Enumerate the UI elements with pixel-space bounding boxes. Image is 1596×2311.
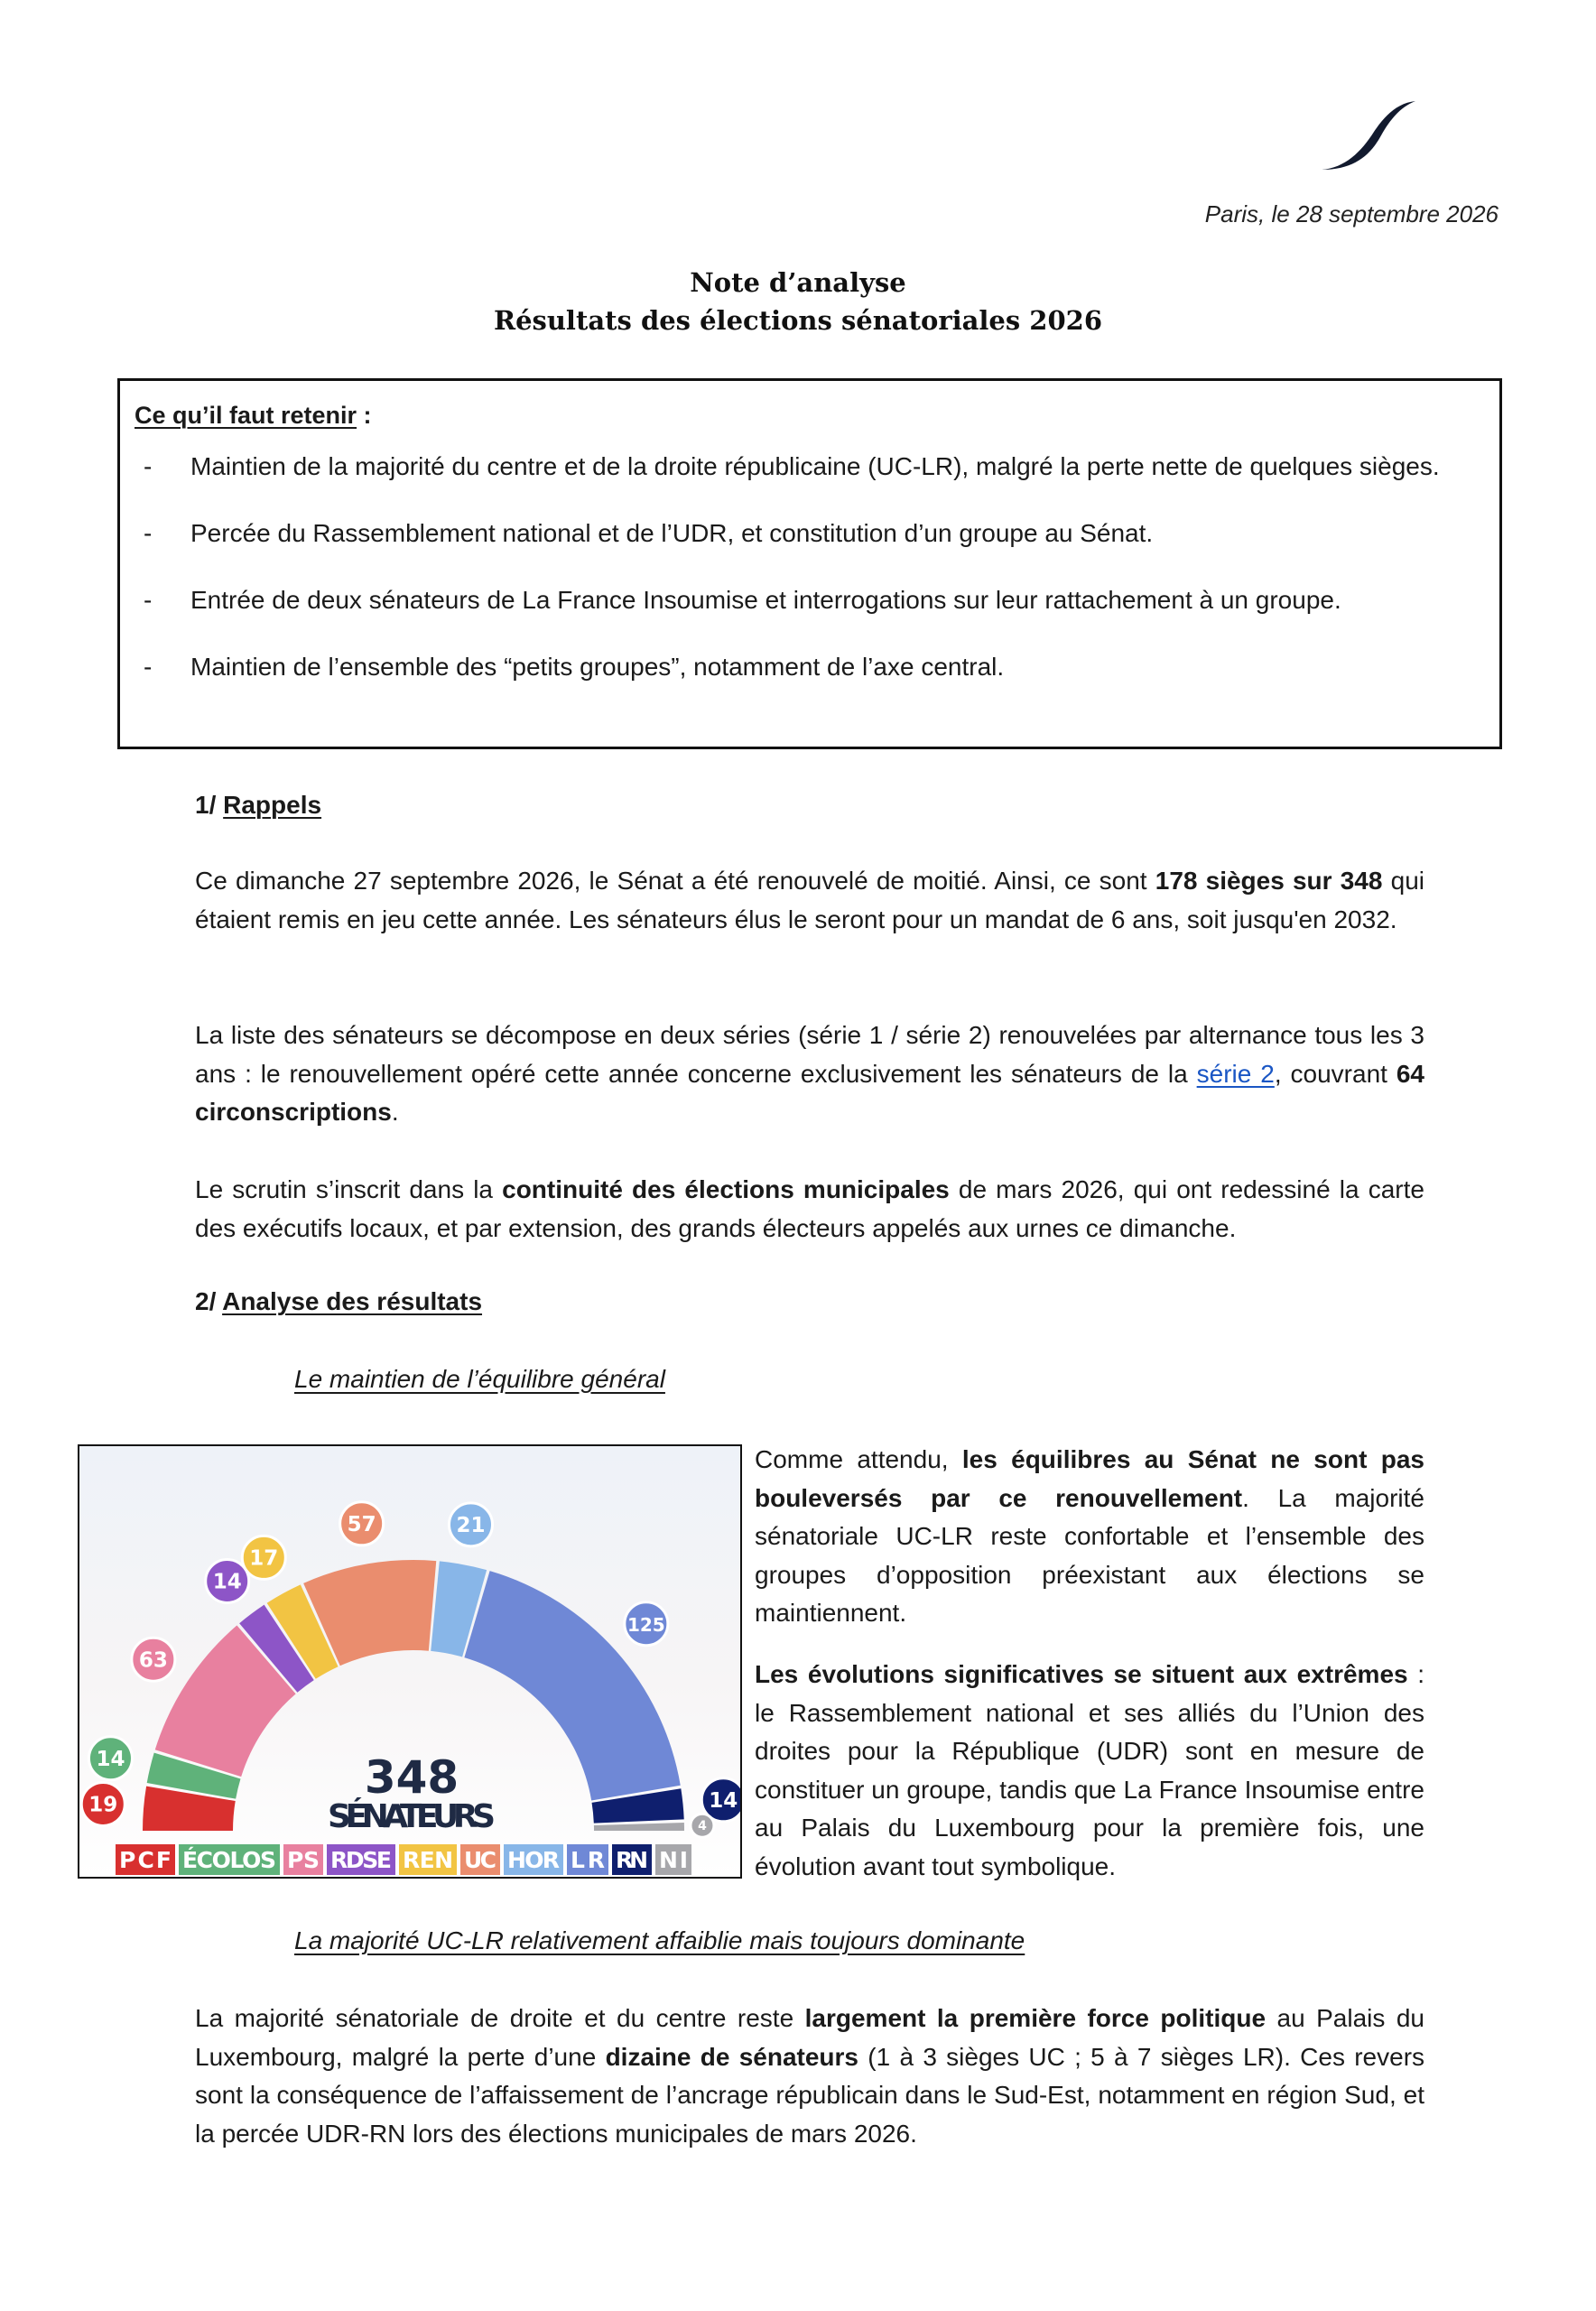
total-seats-number: 348 bbox=[364, 1751, 459, 1804]
serie-2-link[interactable]: série 2 bbox=[1196, 1059, 1275, 1088]
svg-text:17: 17 bbox=[249, 1546, 279, 1571]
legend-item-rn bbox=[612, 1844, 652, 1875]
key-point-item: - Maintien de l’ensemble des “petits groupes”, notamment de l’axe central. bbox=[144, 653, 1005, 681]
svg-text:PCF: PCF bbox=[119, 1847, 172, 1873]
svg-text:57: 57 bbox=[347, 1512, 376, 1536]
svg-text:PS: PS bbox=[287, 1847, 320, 1873]
svg-text:REN: REN bbox=[403, 1847, 453, 1873]
paragraph-rappels-2: La liste des sénateurs se décompose en deux séries (série 1 / série 2) renouvelées par alternance tous les 3 ans : le renouvellement opéré cette année concerne exclusivement les sénateurs de la série 2, couvrant 64 circonscriptions. bbox=[195, 1021, 1425, 1126]
legend-item-ps bbox=[283, 1844, 323, 1875]
legend-item-rdse bbox=[327, 1844, 395, 1875]
title-line-2: Résultats des élections sénatoriales 2026 bbox=[493, 305, 1103, 336]
paragraph-rappels-3: Le scrutin s’inscrit dans la continuité des élections municipales de mars 2026, qui ont redessiné la carte des exécutifs locaux, et par extension, des grands électeurs appelés aux urnes ce dimanche. bbox=[195, 1175, 1424, 1242]
svg-text:RDSE: RDSE bbox=[330, 1847, 392, 1873]
paragraph-equilibres: Comme attendu, les équilibres au Sénat ne sont pas bouleversés par ce renouvellement. La majorité sénatoriale UC-LR reste confortable et l’ensemble des groupes d’opposition préexistant aux élections se maintiennent. bbox=[755, 1445, 1424, 1627]
paragraph-rappels-1: Ce dimanche 27 septembre 2026, le Sénat a été renouvelé de moitié. Ainsi, ce sont 178 sièges sur 348 qui étaient remis en jeu cette année. Les sénateurs élus le seront pour un mandat de 6 ans, soit jusqu'en 2032. bbox=[195, 867, 1424, 933]
key-points-heading: Ce qu’il faut retenir : bbox=[135, 402, 372, 429]
senate-hemicycle-chart bbox=[78, 1444, 742, 1879]
document-title bbox=[0, 264, 1596, 339]
seat-count-label-rdse bbox=[206, 1559, 249, 1602]
svg-text:14: 14 bbox=[709, 1788, 738, 1813]
seat-count-label-lr bbox=[625, 1602, 668, 1646]
key-points-box bbox=[117, 378, 1502, 749]
subheading-majorite: La majorité UC-LR relativement affaiblie mais toujours dominante bbox=[294, 1926, 1025, 1954]
svg-text:UC: UC bbox=[464, 1847, 496, 1873]
logo-swoosh-icon bbox=[1318, 97, 1419, 173]
legend-item-ni bbox=[655, 1844, 691, 1875]
legend-item-ren bbox=[399, 1844, 457, 1875]
section-1-heading: 1/ Rappels bbox=[195, 791, 322, 819]
key-point-item: - Percée du Rassemblement national et de l’UDR, et constitution d’un groupe au Sénat. bbox=[144, 519, 1154, 547]
paragraph-majorite: La majorité sénatoriale de droite et du centre reste largement la première force politique au Palais du Luxembourg, malgré la perte d’une dizaine de sénateurs (1 à 3 sièges UC ; 5 à 7 sièges LR). Ces revers sont la conséquence de l’affaissement de l’ancrage républicain dans le Sud-Est, notamment en région Sud, et la percée UDR-RN lors des élections municipales de mars 2026. bbox=[195, 2004, 1425, 2148]
key-point-item: - Maintien de la majorité du centre et de la droite républicaine (UC-LR), malgré la perte nette de quelques sièges. bbox=[144, 452, 1440, 480]
svg-text:ÉCOLOS: ÉCOLOS bbox=[182, 1847, 276, 1873]
key-points-list bbox=[135, 450, 1485, 684]
seat-count-label-ps bbox=[132, 1638, 175, 1681]
hemicycle-svg bbox=[79, 1446, 742, 1879]
svg-text:LR: LR bbox=[571, 1847, 605, 1873]
date-line: Paris, le 28 septembre 2026 bbox=[1204, 200, 1499, 227]
seat-count-label-ni bbox=[691, 1814, 714, 1837]
svg-text:125: 125 bbox=[626, 1613, 665, 1636]
total-seats-label: SÉNATEURS bbox=[328, 1798, 496, 1835]
legend-item-lr bbox=[567, 1844, 608, 1875]
svg-text:19: 19 bbox=[88, 1793, 118, 1817]
legend-item-uc bbox=[460, 1844, 500, 1875]
legend-item-écolos bbox=[179, 1844, 280, 1875]
svg-text:14: 14 bbox=[96, 1747, 125, 1771]
svg-text:14: 14 bbox=[212, 1570, 242, 1594]
legend-item-hor bbox=[504, 1844, 563, 1875]
svg-text:HOR: HOR bbox=[507, 1847, 560, 1873]
seat-count-label-hor bbox=[449, 1503, 492, 1546]
svg-text:21: 21 bbox=[456, 1513, 486, 1537]
hemicycle-segment-ni bbox=[594, 1823, 684, 1831]
subheading-equilibre: Le maintien de l’équilibre général bbox=[294, 1365, 665, 1393]
legend-item-pcf bbox=[116, 1844, 175, 1875]
section-2-heading: 2/ Analyse des résultats bbox=[195, 1287, 483, 1315]
svg-text:RN: RN bbox=[616, 1847, 648, 1873]
svg-text:4: 4 bbox=[698, 1819, 707, 1834]
svg-text:NI: NI bbox=[659, 1847, 688, 1873]
seat-count-label-pcf bbox=[81, 1782, 125, 1825]
svg-text:63: 63 bbox=[138, 1648, 168, 1673]
key-point-item: - Entrée de deux sénateurs de La France Insoumise et interrogations sur leur rattachement à un groupe. bbox=[144, 586, 1341, 614]
seat-count-label-ren bbox=[242, 1536, 285, 1579]
seat-count-label-écolos bbox=[88, 1737, 132, 1780]
title-line-1: Note d’analyse bbox=[690, 267, 906, 298]
seat-count-label-uc bbox=[340, 1502, 384, 1545]
paragraph-evolutions: Les évolutions significatives se situent aux extrêmes : le Rassemblement national et ses alliés du l’Union des droites pour la République (UDR) sont en mesure de constituer un groupe, tandis que La France Insoumise entre au Palais du Luxembourg pour la première fois, une évolution avant tout symbolique. bbox=[755, 1660, 1425, 1880]
